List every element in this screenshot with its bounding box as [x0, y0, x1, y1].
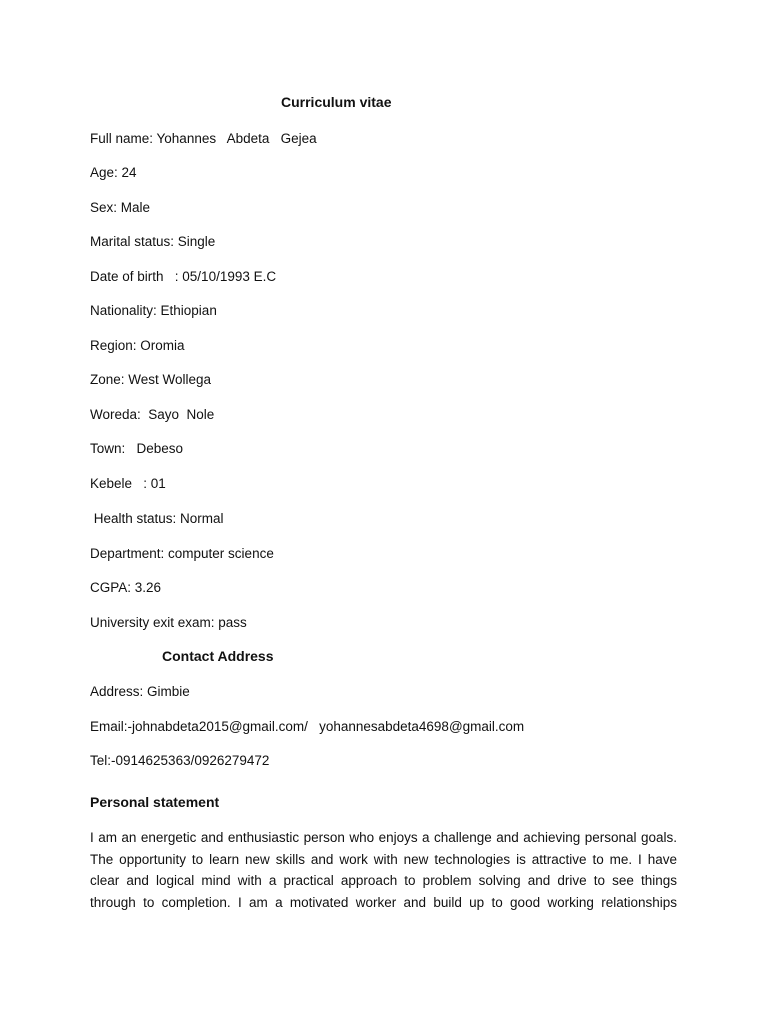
- field-cgpa: CGPA: 3.26: [90, 580, 162, 595]
- paragraph-line: clear and logical mind with a practical approach to problem solving and drive to see things: [90, 873, 677, 889]
- contact-address: Address: Gimbie: [90, 684, 190, 699]
- field-zone: Zone: West Wollega: [90, 372, 212, 387]
- field-age: Age: 24: [90, 165, 137, 180]
- field-date-of-birth: Date of birth : 05/10/1993 E.C: [90, 269, 277, 284]
- field-region: Region: Oromia: [90, 338, 185, 353]
- field-woreda: Woreda: Sayo Nole: [90, 407, 215, 422]
- personal-statement-paragraph: [90, 827, 677, 914]
- field-kebele: Kebele : 01: [90, 476, 166, 491]
- field-nationality: Nationality: Ethiopian: [90, 303, 217, 318]
- field-sex: Sex: Male: [90, 200, 151, 215]
- contact-tel: Tel:-0914625363/0926279472: [90, 753, 270, 768]
- contact-email: Email:-johnabdeta2015@gmail.com/ yohannesabdeta4698@gmail.com: [90, 719, 525, 734]
- field-exit-exam: University exit exam: pass: [90, 615, 247, 630]
- field-department: Department: computer science: [90, 546, 274, 561]
- paragraph-line: I am an energetic and enthusiastic person who enjoys a challenge and achieving personal goals.: [90, 830, 677, 845]
- document-title: Curriculum vitae: [281, 94, 392, 110]
- field-marital-status: Marital status: Single: [90, 234, 216, 249]
- personal-statement-heading: Personal statement: [90, 794, 220, 810]
- contact-address-heading: Contact Address: [162, 648, 274, 664]
- field-health-status: Health status: Normal: [90, 511, 224, 526]
- field-town: Town: Debeso: [90, 441, 184, 456]
- paragraph-line: The opportunity to learn new skills and work with new technologies is attractive to me. I have: [90, 851, 677, 867]
- paragraph-line: through to completion. I am a motivated worker and build up to good working relationships: [90, 895, 677, 911]
- field-full-name: Full name: Yohannes Abdeta Gejea: [90, 131, 317, 146]
